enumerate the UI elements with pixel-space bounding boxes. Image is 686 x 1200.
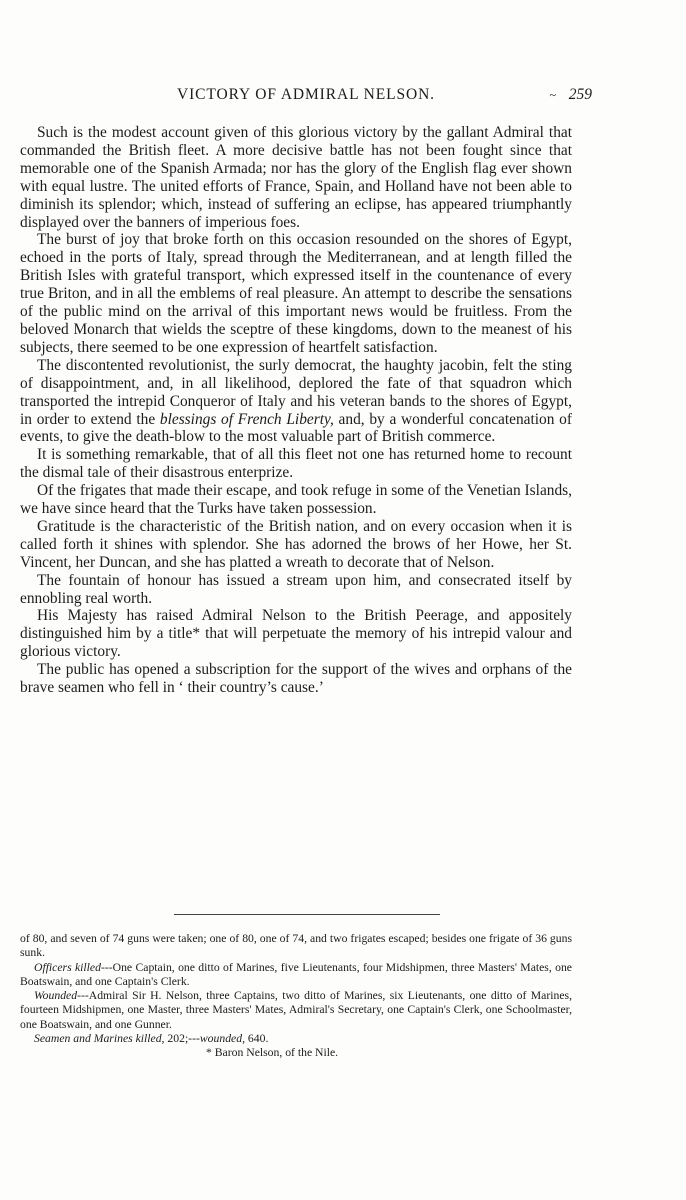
footnote-seamen-casualties xyxy=(20,1032,572,1046)
body-text xyxy=(20,124,572,697)
footnote-label: Seamen and Marines killed, xyxy=(34,1032,165,1046)
footnote-rule xyxy=(174,914,440,915)
footnote-wounded xyxy=(20,989,572,1032)
footnote-baron-nelson: * Baron Nelson, of the Nile. xyxy=(206,1046,339,1060)
paragraph-peerage: His Majesty has raised Admiral Nelson to the British Peerage, and appositely distinguished him by a title* that will perpetuate the memory of his intrepid valour and glorious victory. xyxy=(20,607,572,661)
footnote-text: ---Admiral Sir H. Nelson, three Captains, two ditto of Marines, six Lieutenants, one ditto of Marines, fourteen Midshipmen, one Master, three Masters' Mates, Admiral's Secretary, one Captain's Clerk, one Schoolmaster, one Boatswain, and one Gunner. xyxy=(20,989,572,1031)
footnote-officers-killed xyxy=(20,961,572,990)
printer-mark: ~ xyxy=(549,88,556,102)
footnotes xyxy=(20,932,572,1061)
footnote-text: 640. xyxy=(245,1032,269,1046)
footnote-label: Officers killed xyxy=(34,960,101,974)
footnote-label: Wounded xyxy=(34,989,78,1003)
paragraph-gratitude: Gratitude is the characteristic of the British nation, and on every occasion when it is called forth it shines with splendor. She has adorned the brows of her Howe, her St. Vincent, her Duncan, and she has platted a wreath to decorate that of Nelson. xyxy=(20,517,572,571)
running-head xyxy=(20,86,592,112)
footnote-text: ---One Captain, one ditto of Marines, five Lieutenants, four Midshipmen, three Masters' Mates, one Boatswain, and one Captain's Clerk. xyxy=(20,960,572,988)
footnote-label: wounded, xyxy=(199,1032,245,1046)
italic-phrase: blessings of French Liberty, xyxy=(159,410,334,428)
paragraph-fountain-of-honour: The fountain of honour has issued a stream upon him, and consecrated itself by ennobling real worth. xyxy=(20,571,572,607)
paragraph-fleet-remarkable: It is something remarkable, that of all this fleet not one has returned home to recount the dismal tale of their disastrous enterprize. xyxy=(20,446,572,482)
paragraph-modest-account: Such is the modest account given of this glorious victory by the gallant Admiral that commanded the British fleet. A more decisive battle has not been fought since that memorable one of the Spanish Armada; nor has the glory of the English flag ever shown with equal lustre. The united efforts of France, Spain, and Holland have not been able to diminish its splendor; which, instead of suffering an eclipse, has appeared triumphantly displayed over the banners of imperious foes. xyxy=(20,124,572,231)
paragraph-text: The discontented revolutionist, the surly democrat, the haughty jacobin, felt the sting of disappointment, and, in all likelihood, deplored the fate of that squadron which transported the intrepid Conqueror of Italy and his veteran bands to the shores of Egypt, in order to extend the xyxy=(20,356,572,428)
paragraph-burst-of-joy: The burst of joy that broke forth on this occasion resounded on the shores of Egypt, echoed in the ports of Italy, spread through the Mediterranean, and at length filled the British Isles with grateful transport, which expressed itself in the countenance of every true Briton, and in all the emblems of real pleasure. An attempt to describe the sensations of the public mind on the arrival of this important news would be fruitless. From the beloved Monarch that wields the sceptre of these kingdoms, down to the meanest of his subjects, there seemed to be one expression of heartfelt satisfaction. xyxy=(20,231,572,356)
paragraph-frigates: Of the frigates that made their escape, and took refuge in some of the Venetian Islands, we have since heard that the Turks have taken possession. xyxy=(20,482,572,518)
footnote-continued: of 80, and seven of 74 guns were taken; one of 80, one of 74, and two frigates escaped; besides one frigate of 36 guns sunk. xyxy=(20,932,572,960)
paragraph-text: and, by a wonderful concatenation of events, to give the death-blow to the most valuable part of British commerce. xyxy=(20,410,573,446)
paragraph-subscription: The public has opened a subscription for the support of the wives and orphans of the brave seamen who fell in ‘ their country’s cause.’ xyxy=(20,661,572,697)
running-title: VICTORY OF ADMIRAL NELSON. xyxy=(177,86,435,103)
paragraph-discontented xyxy=(20,357,572,447)
page-number: 259 xyxy=(568,86,592,103)
footnote-text: 202;--- xyxy=(164,1032,200,1046)
